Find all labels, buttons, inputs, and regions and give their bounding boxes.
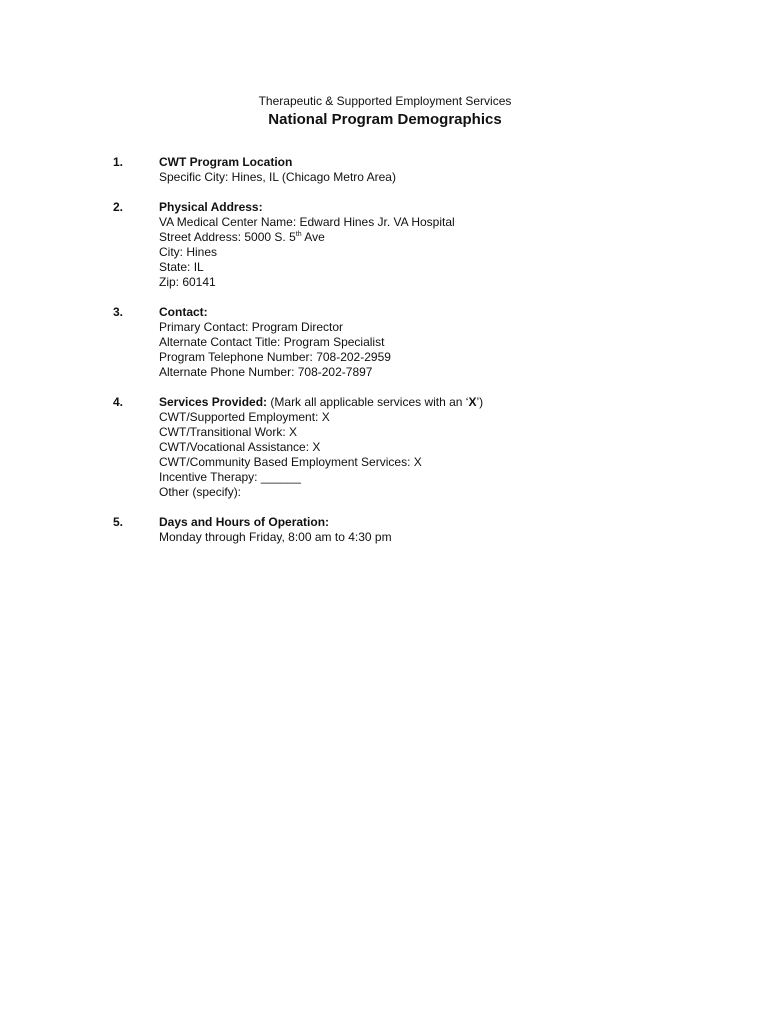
service-vocational-assistance: CWT/Vocational Assistance: X	[159, 440, 321, 454]
section-physical-address	[0, 200, 770, 290]
hours-line: Monday through Friday, 8:00 am to 4:30 pm	[159, 530, 392, 544]
section-heading: Contact:	[159, 305, 208, 319]
sections-list	[0, 155, 770, 560]
section-content	[159, 515, 770, 545]
program-phone-line: Program Telephone Number: 708-202-2959	[159, 350, 391, 364]
state-line: State: IL	[159, 260, 204, 274]
section-program-location	[0, 155, 770, 185]
alternate-contact-line: Alternate Contact Title: Program Specialist	[159, 335, 385, 349]
service-transitional-work: CWT/Transitional Work: X	[159, 425, 298, 439]
zip-line: Zip: 60141	[159, 275, 216, 289]
section-services-provided	[0, 395, 770, 500]
section-content	[159, 305, 770, 380]
street-address-line	[159, 230, 770, 245]
primary-contact-line: Primary Contact: Program Director	[159, 320, 344, 334]
section-content	[159, 200, 770, 290]
section-number: 5.	[113, 515, 124, 529]
service-supported-employment: CWT/Supported Employment: X	[159, 410, 330, 424]
section-number: 4.	[113, 395, 124, 409]
specific-city-line: Specific City: Hines, IL (Chicago Metro Area)	[159, 170, 396, 184]
services-note-prefix: (Mark all applicable services with an ‘	[267, 395, 469, 409]
service-incentive-therapy: Incentive Therapy: ______	[159, 470, 301, 484]
section-content	[159, 155, 770, 185]
document-subtitle: Therapeutic & Supported Employment Services	[258, 94, 512, 108]
street-address-suffix: Ave	[301, 230, 325, 244]
section-contact	[0, 305, 770, 380]
services-note-mark: X	[468, 395, 477, 409]
street-address-prefix: Street Address: 5000 S. 5	[159, 230, 296, 244]
section-heading: Days and Hours of Operation:	[159, 515, 330, 529]
city-line: City: Hines	[159, 245, 218, 259]
section-number: 1.	[113, 155, 124, 169]
alternate-phone-line: Alternate Phone Number: 708-202-7897	[159, 365, 373, 379]
services-note-suffix: ’)	[476, 395, 484, 409]
street-ordinal-suffix: th	[295, 231, 302, 238]
document-header	[0, 94, 770, 130]
service-other: Other (specify):	[159, 485, 242, 499]
document-title: National Program Demographics	[268, 111, 502, 128]
section-heading: Physical Address:	[159, 200, 263, 214]
section-content	[159, 395, 770, 500]
service-community-based-employment: CWT/Community Based Employment Services: X	[159, 455, 422, 469]
services-heading-line	[159, 395, 770, 410]
section-heading: CWT Program Location	[159, 155, 293, 169]
va-center-name-line: VA Medical Center Name: Edward Hines Jr. VA Hospital	[159, 215, 455, 229]
section-hours-of-operation	[0, 515, 770, 545]
section-number: 3.	[113, 305, 124, 319]
section-heading: Services Provided:	[159, 395, 268, 409]
section-number: 2.	[113, 200, 124, 214]
